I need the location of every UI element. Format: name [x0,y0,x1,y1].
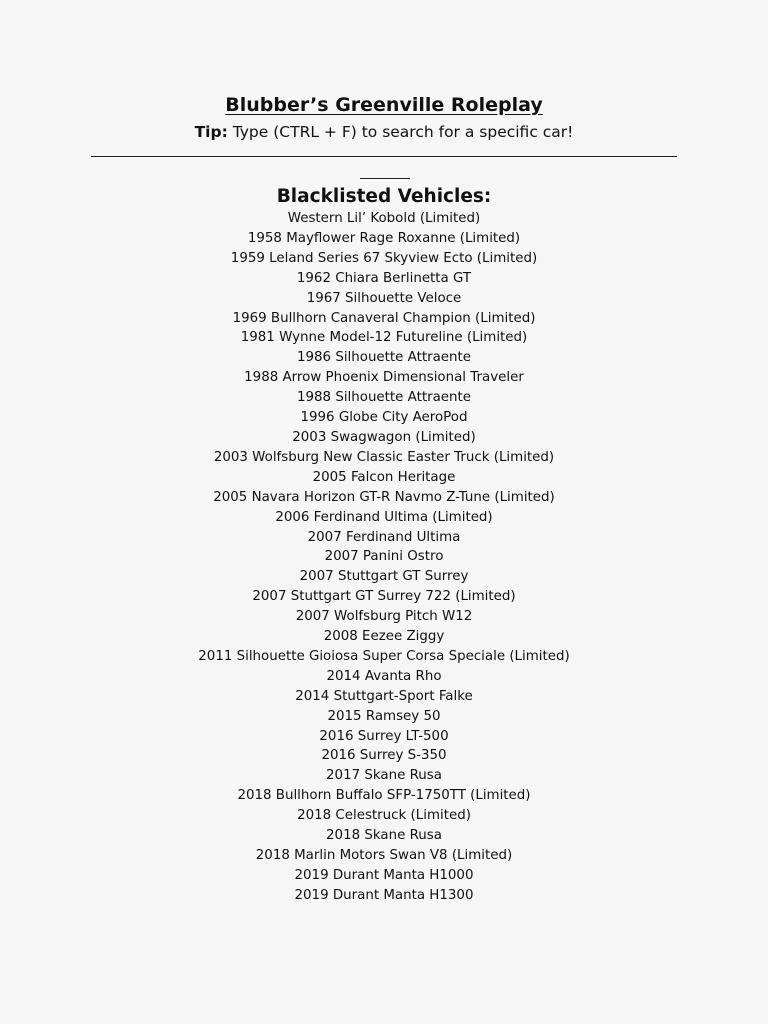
list-item: 2007 Stuttgart GT Surrey 722 (Limited) [252,589,516,605]
list-item: 2005 Navara Horizon GT-R Navmo Z-Tune (Limited) [213,489,555,505]
tip-line [0,120,768,144]
separator-line-continuation [360,178,410,179]
list-item: 1988 Arrow Phoenix Dimensional Traveler [244,370,524,386]
list-item: 2019 Durant Manta H1000 [294,867,474,883]
list-item: Western Lil’ Kobold (Limited) [287,211,481,226]
list-item: 2016 Surrey LT-500 [319,728,449,744]
list-item: 1981 Wynne Model-12 Futureline (Limited) [240,330,528,346]
list-item: 2018 Bullhorn Buffalo SFP-1750TT (Limited) [237,788,531,804]
list-item: 2016 Surrey S-350 [321,748,447,764]
tip-label: Tip: [194,123,228,141]
list-item: 1969 Bullhorn Canaveral Champion (Limited) [232,310,536,326]
document-header [0,92,768,144]
list-item: 2003 Wolfsburg New Classic Easter Truck (Limited) [213,449,555,465]
list-item: 2011 Silhouette Gioiosa Super Corsa Speciale (Limited) [198,648,570,664]
list-item: 2007 Wolfsburg Pitch W12 [295,609,473,625]
list-item: 2015 Ramsey 50 [327,708,441,724]
list-item: 2014 Avanta Rho [326,668,442,684]
list-item: 2017 Skane Rusa [326,768,442,784]
vehicle-list [0,209,768,906]
tip-text: Type (CTRL + F) to search for a specific car! [227,123,574,141]
list-item: 2007 Stuttgart GT Surrey [299,569,469,585]
list-item: 1962 Chiara Berlinetta GT [296,270,472,286]
list-item: 2008 Eezee Ziggy [323,629,445,645]
list-item: 2005 Falcon Heritage [312,469,456,485]
list-item: 2018 Celestruck (Limited) [297,808,471,824]
list-item: 1988 Silhouette Attraente [296,390,472,406]
list-item: 2006 Ferdinand Ultima (Limited) [275,509,493,525]
section-title: Blacklisted Vehicles: [276,186,492,207]
list-item: 2018 Marlin Motors Swan V8 (Limited) [255,848,513,863]
list-item: 2003 Swagwagon (Limited) [292,429,476,445]
list-item: 1986 Silhouette Attraente [296,350,472,366]
list-item: 1958 Mayflower Rage Roxanne (Limited) [247,230,521,246]
list-item: 2007 Ferdinand Ultima [307,529,461,545]
list-item: 2007 Panini Ostro [324,549,444,565]
list-item: 1959 Leland Series 67 Skyview Ecto (Limited) [230,250,538,266]
list-item: 1996 Globe City AeroPod [300,410,468,426]
list-item: 2014 Stuttgart-Sport Falke [295,688,473,704]
list-item: 2019 Durant Manta H1300 [294,887,474,903]
document-title: Blubber’s Greenville Roleplay [225,94,543,116]
list-item: 1967 Silhouette Veloce [306,290,462,306]
list-item: 2018 Skane Rusa [326,828,442,844]
separator-line [91,156,677,157]
